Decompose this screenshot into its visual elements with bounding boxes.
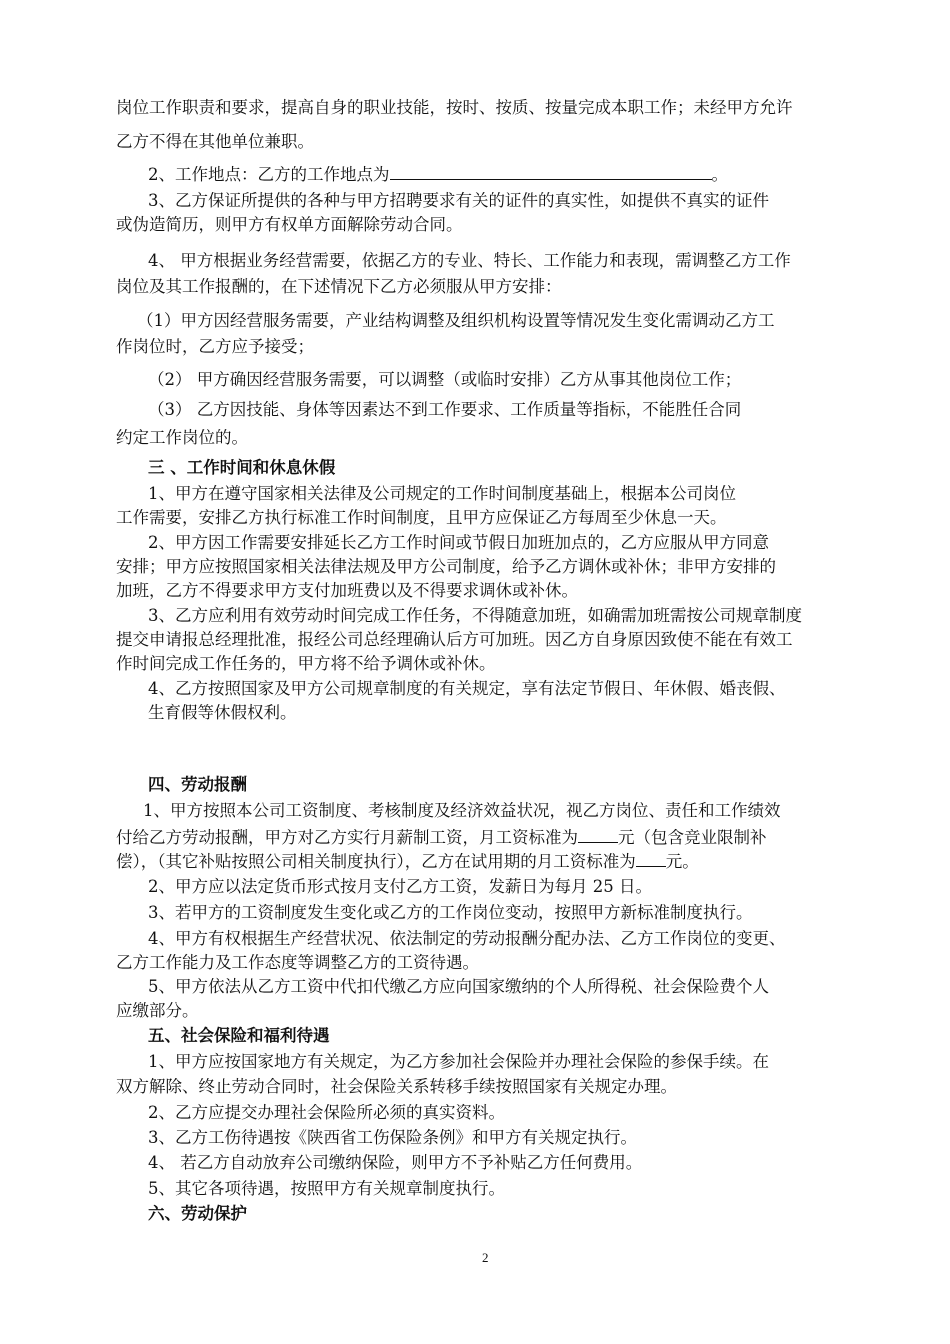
- paragraph-line: 岗位工作职责和要求，提高自身的职业技能，按时、按质、按量完成本职工作；未经甲方允许: [116, 98, 793, 117]
- paragraph-line: 5、其它各项待遇，按照甲方有关规章制度执行。: [148, 1179, 505, 1198]
- section-heading-6: 六、劳动保护: [148, 1204, 247, 1223]
- paragraph-line: （2） 甲方确因经营服务需要，可以调整（或临时安排）乙方从事其他岗位工作；: [148, 370, 742, 389]
- probation-salary-blank: [636, 850, 666, 867]
- section-heading-5: 五、社会保险和福利待遇: [148, 1026, 330, 1045]
- monthly-salary-blank: [578, 826, 618, 843]
- section-heading-4: 四、劳动报酬: [148, 775, 247, 794]
- work-location-line: 2、工作地点：乙方的工作地点为 。: [148, 165, 728, 184]
- paragraph-line: 3、乙方保证所提供的各种与甲方招聘要求有关的证件的真实性，如提供不真实的证件: [148, 191, 769, 210]
- section-heading-3: 三 、工作时间和休息休假: [148, 458, 336, 477]
- paragraph-line: 岗位及其工作报酬的，在下述情况下乙方必须服从甲方安排：: [116, 277, 562, 296]
- work-location-label: 2、工作地点：乙方的工作地点为: [148, 165, 390, 184]
- paragraph-line: 双方解除、终止劳动合同时，社会保险关系转移手续按照国家有关规定办理。: [116, 1077, 677, 1096]
- paragraph-line: 4、甲方有权根据生产经营状况、依法制定的劳动报酬分配办法、乙方工作岗位的变更、: [148, 929, 786, 948]
- paragraph-line: 3、乙方应利用有效劳动时间完成工作任务，不得随意加班，如确需加班需按公司规章制度: [148, 606, 802, 625]
- paragraph-line: 4、 若乙方自动放弃公司缴纳保险，则甲方不予补贴乙方任何费用。: [148, 1153, 643, 1172]
- paragraph-line: 4、 甲方根据业务经营需要，依据乙方的专业、特长、工作能力和表现，需调整乙方工作: [148, 251, 791, 270]
- paragraph-line: 4、乙方按照国家及甲方公司规章制度的有关规定，享有法定节假日、年休假、婚丧假、: [148, 679, 786, 698]
- paragraph-line: 工作需要，安排乙方执行标准工作时间制度，且甲方应保证乙方每周至少休息一天。: [116, 508, 727, 527]
- paragraph-line: （1）甲方因经营服务需要，产业结构调整及组织机构设置等情况发生变化需调动乙方工: [137, 311, 775, 330]
- paragraph-line: 5、甲方依法从乙方工资中代扣代缴乙方应向国家缴纳的个人所得税、社会保险费个人: [148, 977, 769, 996]
- page-number: 2: [482, 1250, 489, 1265]
- probation-salary-line: 偿），（其它补贴按照公司相关制度执行），乙方在试用期的月工资标准为 元。: [116, 852, 699, 871]
- paragraph-line: 加班，乙方不得要求甲方支付加班费以及不得要求调休或补休。: [116, 581, 578, 600]
- paragraph-line: 2、乙方应提交办理社会保险所必须的真实资料。: [148, 1103, 505, 1122]
- paragraph-line: 1、甲方按照本公司工资制度、考核制度及经济效益状况，视乙方岗位、责任和工作绩效: [143, 801, 781, 820]
- paragraph-line: 应缴部分。: [116, 1001, 199, 1020]
- paragraph-line: 乙方工作能力及工作态度等调整乙方的工资待遇。: [116, 953, 479, 972]
- paragraph-line: 乙方不得在其他单位兼职。: [116, 132, 314, 151]
- paragraph-line: 作岗位时，乙方应予接受；: [116, 337, 314, 356]
- paragraph-line: 作时间完成工作任务的，甲方将不给予调休或补休。: [116, 654, 496, 673]
- paragraph-line: 约定工作岗位的。: [116, 428, 248, 447]
- paragraph-line: 1、甲方应按国家地方有关规定，为乙方参加社会保险并办理社会保险的参保手续。在: [148, 1052, 769, 1071]
- paragraph-line: 2、甲方应以法定货币形式按月支付乙方工资，发薪日为每月 25 日。: [148, 877, 652, 896]
- paragraph-line: （3） 乙方因技能、身体等因素达不到工作要求、工作质量等指标，不能胜任合同: [148, 400, 742, 419]
- paragraph-line: 安排；甲方应按照国家相关法律法规及甲方公司制度，给予乙方调休或补休；非甲方安排的: [116, 557, 776, 576]
- paragraph-line: 提交申请报总经理批准，报经公司总经理确认后方可加班。因乙方自身原因致使不能在有效工: [116, 630, 793, 649]
- paragraph-line: 生育假等休假权利。: [148, 703, 297, 722]
- paragraph-line: 或伪造简历，则甲方有权单方面解除劳动合同。: [116, 215, 463, 234]
- paragraph-line: 2、甲方因工作需要安排延长乙方工作时间或节假日加班加点的，乙方应服从甲方同意: [148, 533, 769, 552]
- work-location-blank: [390, 163, 712, 180]
- paragraph-line: 3、若甲方的工资制度发生变化或乙方的工作岗位变动，按照甲方新标准制度执行。: [148, 903, 753, 922]
- paragraph-line: 1、甲方在遵守国家相关法律及公司规定的工作时间制度基础上，根据本公司岗位: [148, 484, 736, 503]
- salary-line: 付给乙方劳动报酬，甲方对乙方实行月薪制工资，月工资标准为 元（包含竞业限制补: [116, 828, 767, 847]
- paragraph-line: 3、乙方工伤待遇按《陕西省工伤保险条例》和甲方有关规定执行。: [148, 1128, 637, 1147]
